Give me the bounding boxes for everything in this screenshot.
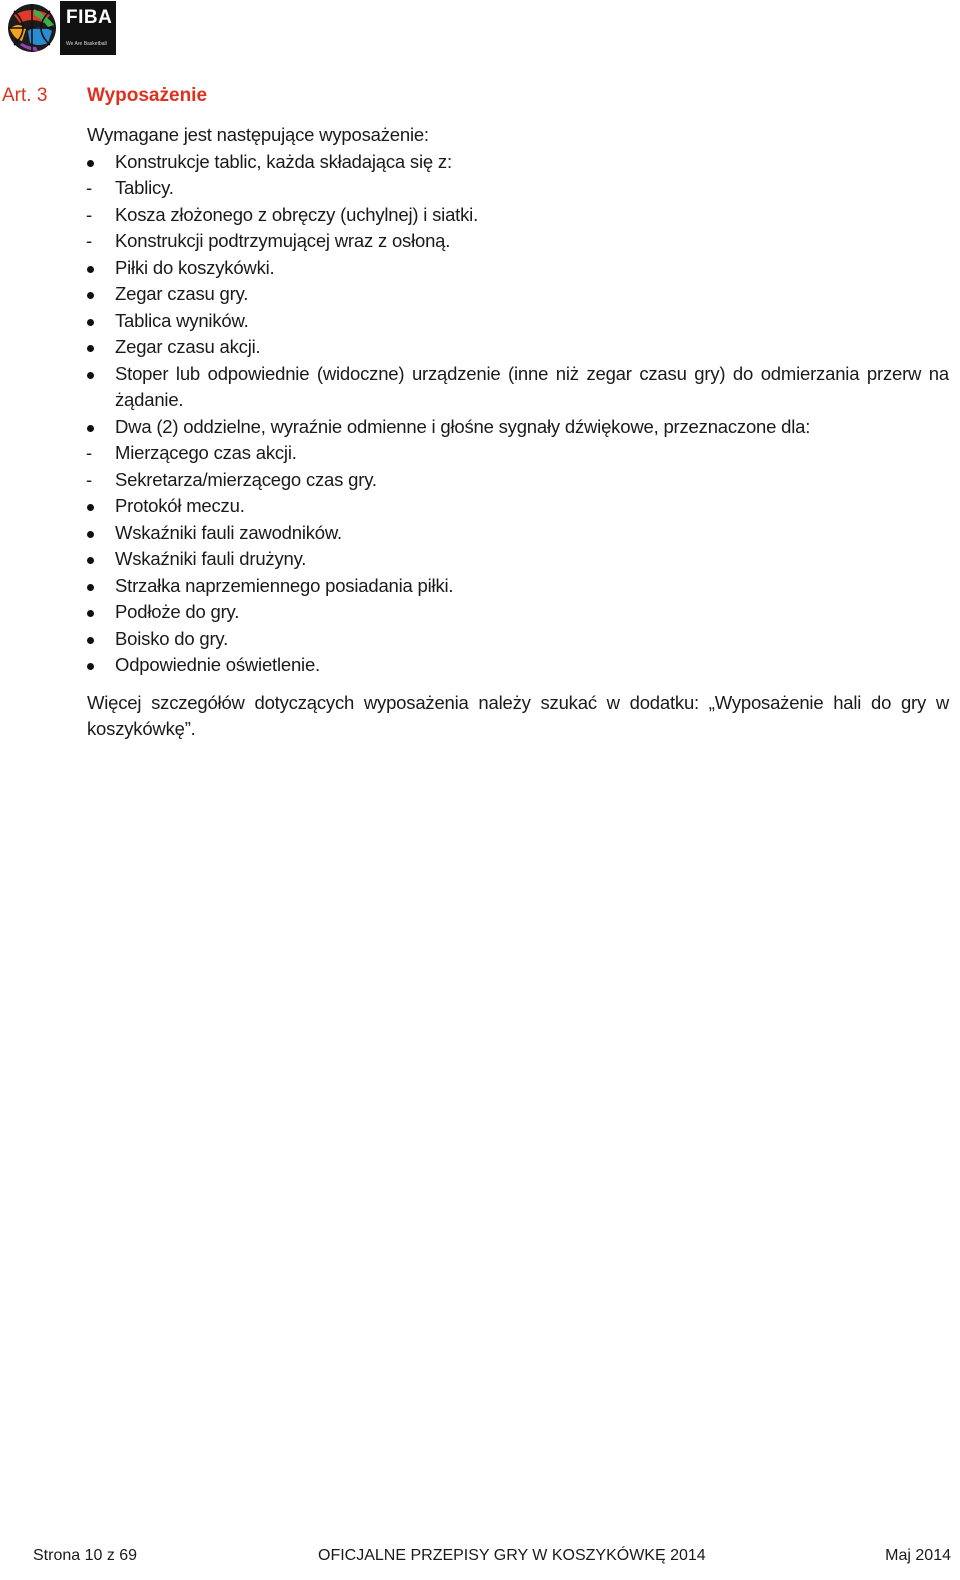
list-item: [87, 414, 949, 494]
sub-list: [86, 440, 949, 493]
list-item-text: Wskaźniki fauli zawodników.: [115, 521, 342, 543]
list-item-text: Wskaźniki fauli drużyny.: [115, 548, 307, 569]
list-item: [87, 652, 949, 679]
list-item: [87, 573, 949, 600]
list-item-text: Boisko do gry.: [115, 627, 229, 649]
bullet-icon: [87, 160, 94, 167]
list-item: [87, 599, 949, 626]
dash-marker-icon: -: [86, 230, 92, 251]
list-item: [87, 361, 949, 414]
dash-marker-icon: -: [86, 203, 92, 225]
sub-list-item-text: Tablicy.: [115, 177, 174, 198]
bullet-icon: [87, 425, 94, 432]
sub-list: [86, 175, 949, 255]
bullet-icon: [87, 345, 94, 352]
bullet-icon: [87, 266, 94, 273]
dash-marker-icon: -: [86, 442, 92, 463]
bullet-icon: [87, 372, 94, 379]
dash-marker-icon: -: [86, 177, 92, 198]
sub-list-item: [86, 202, 949, 229]
sub-list-item-text: Mierzącego czas akcji.: [115, 442, 297, 463]
list-item: [87, 308, 949, 335]
fiba-logo: [4, 1, 116, 55]
bullet-icon: [87, 584, 94, 591]
article-outro: Więcej szczegółów dotyczących wyposażenia należy szukać w dodatku: „Wyposażenie hali do gry w koszykówkę”.: [87, 691, 949, 739]
article-title: Wyposażenie: [87, 85, 208, 106]
footer-page-number: Strona 10 z 69: [33, 1547, 138, 1564]
list-item: [87, 493, 949, 520]
sub-list-item: [86, 228, 949, 255]
bullet-icon: [87, 504, 94, 511]
list-item: [87, 334, 949, 361]
article-intro: Wymagane jest następujące wyposażenie:: [87, 124, 429, 145]
list-item-text: Protokół meczu.: [115, 495, 245, 516]
bullet-icon: [87, 663, 94, 670]
logo-tagline: We Are Basketball: [66, 41, 107, 47]
list-item-text: Strzałka naprzemiennego posiadania piłki.: [115, 574, 454, 596]
list-item: [87, 281, 949, 308]
bullet-icon: [87, 319, 94, 326]
list-item-text: Piłki do koszykówki.: [115, 256, 275, 278]
footer-date: Maj 2014: [885, 1547, 951, 1564]
sub-list-item: [86, 467, 949, 494]
sub-list-item-text: Konstrukcji podtrzymującej wraz z osłoną.: [115, 230, 451, 251]
bullet-icon: [87, 610, 94, 617]
equipment-list: [87, 149, 949, 679]
sub-list-item: [86, 440, 949, 467]
bullet-icon: [87, 637, 94, 644]
sub-list-item: [86, 175, 949, 202]
list-item-text: Podłoże do gry.: [115, 601, 240, 622]
sub-list-item-text: Sekretarza/mierzącego czas gry.: [115, 468, 377, 490]
list-item-text: Konstrukcje tablic, każda składająca się z:: [115, 150, 452, 172]
bullet-icon: [87, 531, 94, 538]
dash-marker-icon: -: [86, 468, 92, 490]
list-item-text: Zegar czasu gry.: [115, 283, 249, 304]
list-item-text: Dwa (2) oddzielne, wyraźnie odmienne i głośne sygnały dźwiękowe, przeznaczone dla:: [115, 415, 811, 437]
list-item: [87, 520, 949, 547]
fiba-wordmark: [60, 1, 116, 55]
list-item: [87, 546, 949, 573]
article-number: Art. 3: [2, 85, 48, 106]
list-item-text: Tablica wyników.: [115, 309, 249, 331]
bullet-icon: [87, 557, 94, 564]
basketball-globe-icon: [4, 1, 60, 55]
list-item-text: Stoper lub odpowiednie (widoczne) urządzenie (inne niż zegar czasu gry) do odmierzania przerw na żądanie.: [115, 362, 949, 410]
logo-text: FIBA: [66, 7, 113, 28]
list-item-text: Zegar czasu akcji.: [115, 336, 261, 357]
list-item: [87, 626, 949, 653]
list-item-text: Odpowiednie oświetlenie.: [115, 654, 320, 675]
footer-document-title: OFICJALNE PRZEPISY GRY W KOSZYKÓWKĘ 2014: [318, 1547, 706, 1564]
list-item: [87, 149, 949, 255]
article-body: [87, 122, 949, 743]
sub-list-item-text: Kosza złożonego z obręczy (uchylnej) i siatki.: [115, 203, 479, 225]
list-item: [87, 255, 949, 282]
bullet-icon: [87, 292, 94, 299]
